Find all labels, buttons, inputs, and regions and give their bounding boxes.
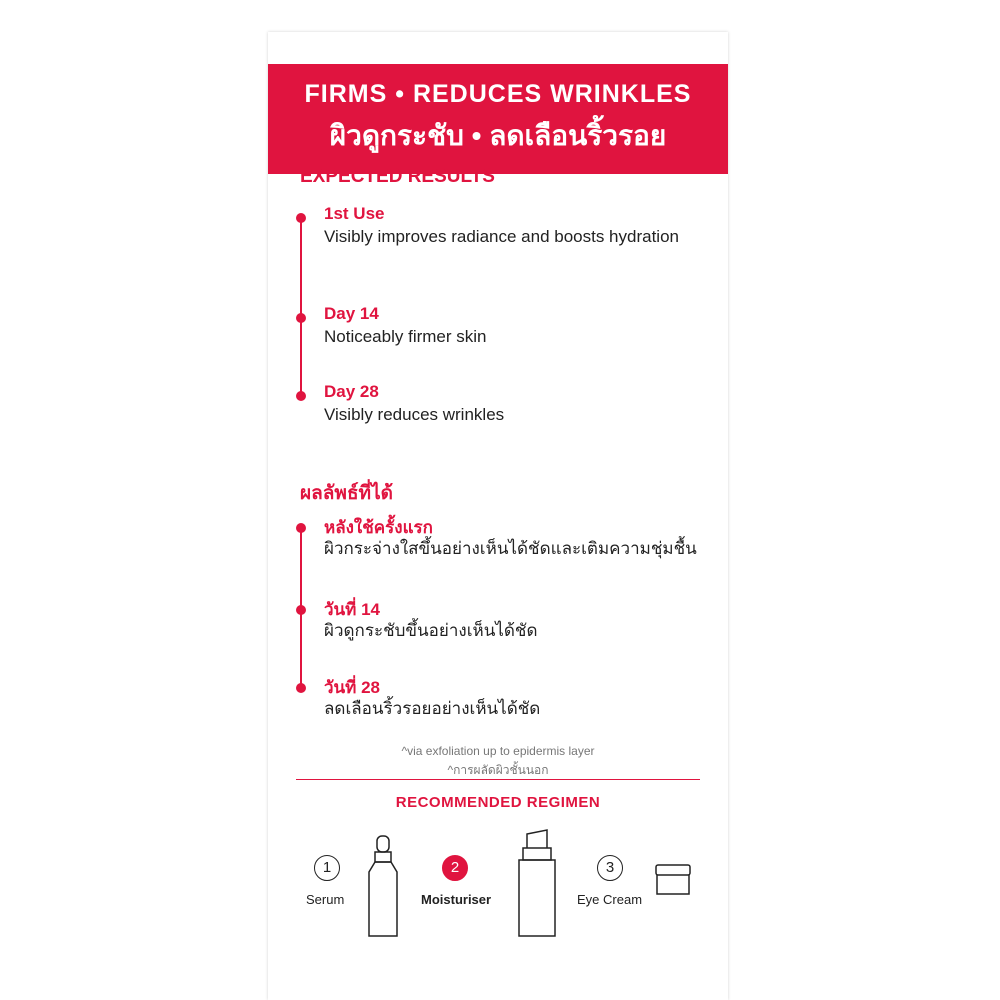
serum-bottle-icon [363, 832, 403, 940]
step-number-1: 1 [314, 855, 340, 881]
timeline-dot [296, 313, 306, 323]
timeline-heading: 1st Use [324, 204, 385, 223]
expected-results-title: EXPECTED RESULTS [300, 166, 495, 187]
timeline-text: ผิวดูกระชับขึ้นอย่างเห็นได้ชัด [324, 621, 538, 640]
timeline-text: Noticeably firmer skin [324, 327, 487, 346]
timeline-text: Visibly reduces wrinkles [324, 405, 505, 424]
step-number-2: 2 [442, 855, 468, 881]
timeline-dot [296, 523, 306, 533]
divider [296, 779, 700, 780]
pump-bottle-icon [513, 828, 561, 940]
timeline-dot [296, 213, 306, 223]
step-label-eye-cream: Eye Cream [577, 892, 643, 907]
step-label-moisturiser: Moisturiser [421, 892, 492, 907]
benefit-banner [268, 64, 728, 174]
footnote-en: ^via exfoliation up to epidermis layer [401, 744, 595, 758]
timeline-heading: Day 28 [324, 382, 379, 401]
product-info-card [268, 32, 728, 1000]
timeline-text: ลดเลือนริ้วรอยอย่างเห็นได้ชัด [324, 699, 541, 718]
timeline-heading: Day 14 [324, 304, 379, 323]
timeline-dot [296, 683, 306, 693]
timeline-heading: หลังใช้ครั้งแรก [324, 518, 433, 537]
banner-title-en: FIRMS • REDUCES WRINKLES [304, 80, 692, 108]
timeline-text: ผิวกระจ่างใสขึ้นอย่างเห็นได้ชัดและเติมความชุ่มชื้น [324, 539, 697, 558]
regimen-title: RECOMMENDED REGIMEN [395, 794, 601, 811]
footnote-th: ^การผลัดผิวชั้นนอก [447, 763, 549, 777]
timeline-heading: วันที่ 28 [324, 678, 381, 697]
banner-title-th: ผิวดูกระชับ • ลดเลือนริ้วรอย [329, 120, 667, 151]
timeline-dot [296, 391, 306, 401]
step-label-serum: Serum [306, 892, 345, 907]
timeline-dot [296, 605, 306, 615]
expected-results-title-th: ผลลัพธ์ที่ได้ [300, 483, 393, 504]
step-number-3: 3 [597, 855, 623, 881]
timeline-line [300, 218, 302, 400]
timeline-text: Visibly improves radiance and boosts hydration [324, 227, 679, 246]
jar-icon [653, 862, 693, 898]
timeline-heading: วันที่ 14 [324, 600, 381, 619]
